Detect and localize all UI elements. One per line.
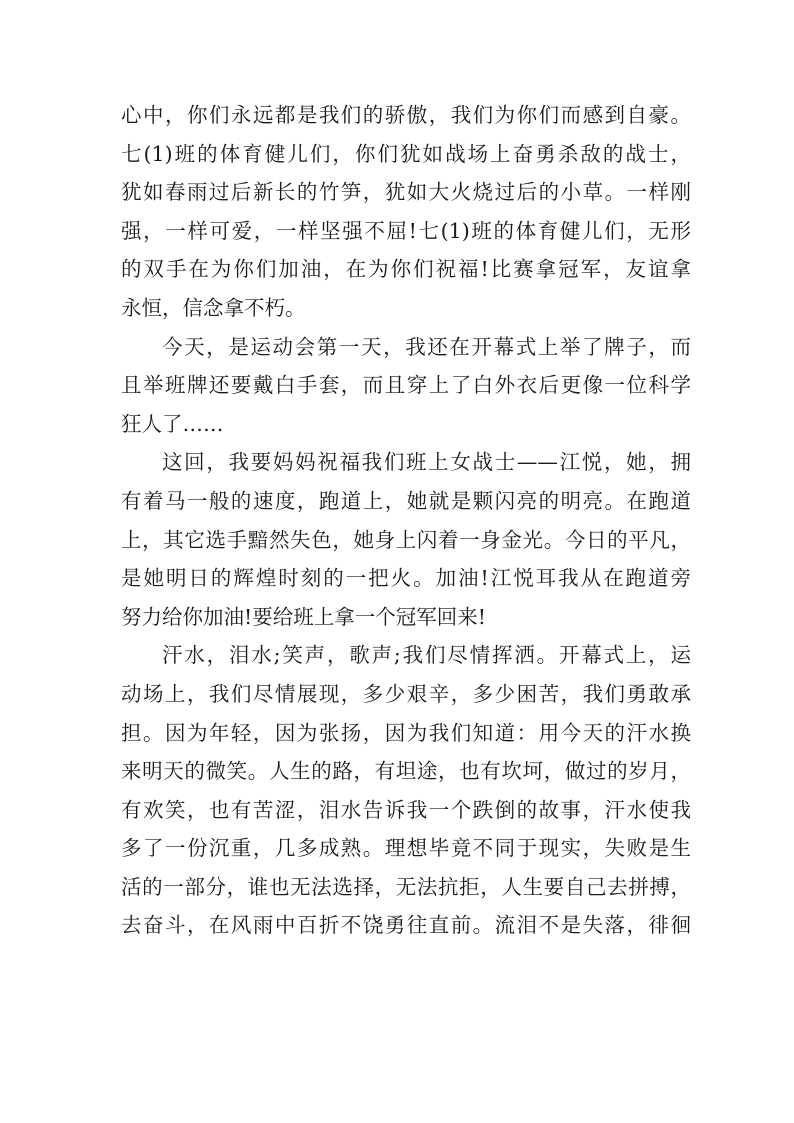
text-line: 活的一部分，谁也无法选择，无法抗拒，人生要自己去拼搏， (121, 874, 691, 899)
text-line: 且举班牌还要戴白手套，而且穿上了白外衣后更像一位科学 (121, 373, 691, 398)
text-line: 多了一份沉重，几多成熟。理想毕竟不同于现实，失败是生 (121, 836, 691, 861)
text-line: 七(1)班的体育健儿们，你们犹如战场上奋勇杀敌的战士， (121, 141, 691, 166)
text-line: 上，其它选手黯然失色，她身上闪着一身金光。今日的平凡， (121, 527, 691, 552)
text-line: 永恒，信念拿不朽。 (121, 295, 306, 320)
body-text (121, 96, 691, 945)
text-line: 犹如春雨过后新长的竹笋，犹如大火烧过后的小草。一样刚 (121, 180, 691, 205)
paragraph-start-line: 今天，是运动会第一天，我还在开幕式上举了牌子，而 (162, 334, 691, 359)
text-line: 去奋斗，在风雨中百折不饶勇往直前。流泪不是失落，徘徊 (121, 913, 691, 938)
text-line: 来明天的微笑。人生的路，有坦途，也有坎坷，做过的岁月， (121, 759, 691, 784)
paragraph-start-line: 这回，我要妈妈祝福我们班上女战士——江悦，她，拥 (162, 450, 691, 475)
text-line: 强，一样可爱，一样坚强不屈!七(1)班的体育健儿们，无形 (121, 218, 691, 243)
text-line: 努力给你加油!要给班上拿一个冠军回来! (121, 604, 486, 629)
text-line: 有欢笑，也有苦涩，泪水告诉我一个跌倒的故事，汗水使我 (121, 797, 691, 822)
text-line: 担。因为年轻，因为张扬，因为我们知道：用今天的汗水换 (121, 720, 691, 745)
text-line: 动场上，我们尽情展现，多少艰辛，多少困苦，我们勇敢承 (121, 681, 691, 706)
text-line: 是她明日的辉煌时刻的一把火。加油!江悦耳我从在跑道旁 (121, 566, 691, 591)
text-line: 的双手在为你们加油，在为你们祝福!比赛拿冠军，友谊拿 (121, 257, 691, 282)
text-line: 狂人了…… (121, 411, 224, 436)
text-line: 心中，你们永远都是我们的骄傲，我们为你们而感到自豪。 (121, 103, 691, 127)
paragraph-start-line: 汗水，泪水;笑声，歌声;我们尽情挥洒。开幕式上，运 (162, 643, 691, 668)
text-line: 有着马一般的速度，跑道上，她就是颗闪亮的明亮。在跑道 (121, 488, 691, 513)
